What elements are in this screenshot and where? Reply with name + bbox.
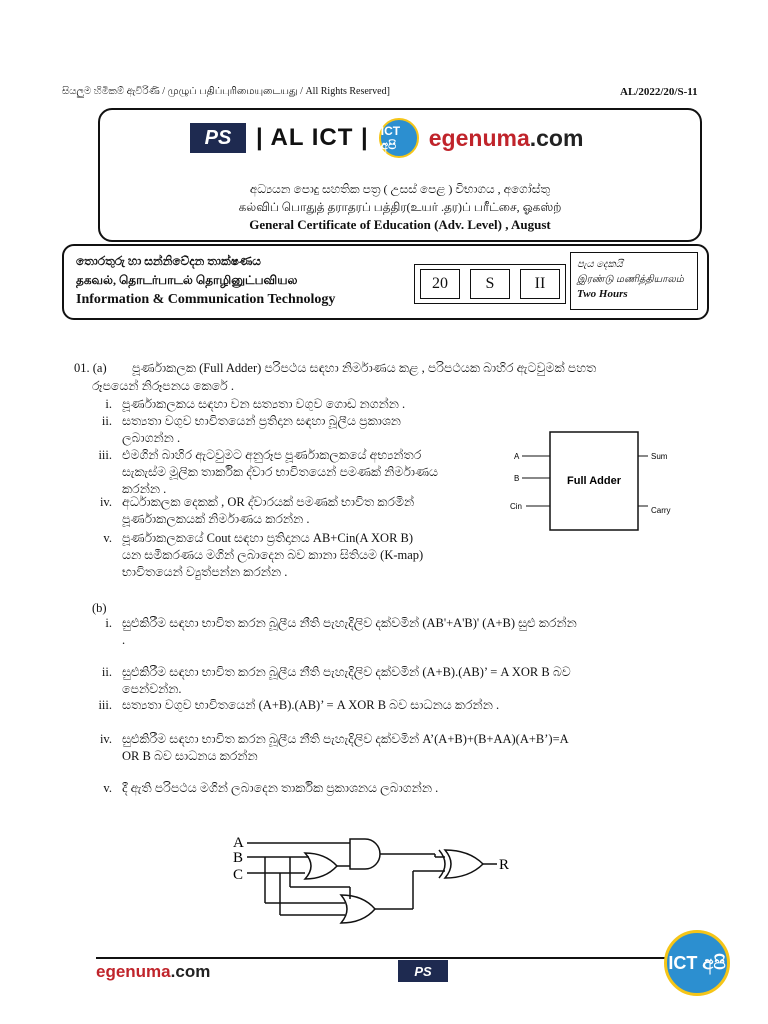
- item-text: පෙන්වන්න.: [122, 682, 182, 696]
- exam-title: [100, 180, 700, 234]
- q1a-item: [72, 530, 492, 581]
- and-gate-1: [350, 839, 380, 869]
- q1a-label: 01. (a): [74, 361, 107, 375]
- rights-reserved: සියලුම හිමිකම් ඇවිරිණි / முழுப் பதிப்புரிமையுடையது / All Rights Reserved]: [62, 86, 390, 97]
- q1a-item: [72, 447, 502, 498]
- q1b-item: [72, 697, 692, 714]
- q1a-intro: [72, 360, 692, 394]
- subject-sinhala: තොරතුරු හා සන්නිවේදන තාක්ෂණය: [76, 254, 261, 268]
- xor-gate: [445, 850, 483, 878]
- al-ict-title: | AL ICT |: [256, 124, 369, 151]
- or-gate-1: [305, 853, 337, 879]
- code-cell-1: 20: [420, 269, 460, 299]
- subject-tamil: தகவல், தொடர்பாடல் தொழினுட்பவியல: [76, 273, 298, 287]
- item-text: භාවිතයෙන් ව්‍යුත්පන්න කරන්න .: [122, 565, 288, 579]
- item-text: අර්ධාකලක දෙකක් , OR ද්වාරයක් පමණක් භාවිත කරමින්: [122, 495, 415, 509]
- or-gate-2: [341, 895, 375, 923]
- xor-gate-back: [439, 850, 445, 878]
- item-number: iv.: [99, 495, 112, 509]
- label-cin: Cin: [510, 502, 523, 511]
- egenuma-com: .com: [529, 124, 584, 151]
- footer-egenuma-text: egenuma: [96, 962, 171, 981]
- item-text: දී ඇති පරිපථය මගින් ලබාදෙන තාර්කික ප්‍රකාශනය ලබාගන්න .: [122, 781, 439, 795]
- subject-english: Information & Communication Technology: [76, 292, 336, 307]
- q1a-item: [72, 413, 492, 447]
- item-text: සත්‍යතා වගුව භාවිතයෙන් ප්‍රතිදාන සඳහා බූලීය ප්‍රකාශන: [122, 414, 401, 428]
- q1a-item: [72, 494, 492, 528]
- item-text: සුළුකිරීම සඳහා භාවිත කරන බූලීය නීති පැහැදිලිව දක්වමින් A’(A+B)+(B+AA)(A+B’)=A: [122, 732, 569, 746]
- code-cell-2: S: [470, 269, 510, 299]
- item-number: ii.: [101, 665, 112, 679]
- q1a-item: [72, 396, 492, 413]
- egenuma-logo: [429, 125, 584, 152]
- ps-logo: PS: [190, 123, 246, 153]
- logic-circuit: [225, 825, 525, 945]
- ict-api-logo: ICT අපි: [379, 118, 419, 158]
- q1b-item: [72, 780, 692, 797]
- item-number: ii.: [101, 414, 112, 428]
- item-number: iii.: [98, 448, 112, 462]
- item-text: පූර්ණාකලකයක් නිර්මාණය කරන්න .: [122, 512, 310, 526]
- q1b-item: [72, 731, 692, 765]
- item-number: v.: [103, 531, 112, 545]
- footer-egenuma-com: .com: [170, 962, 211, 981]
- footer-divider: [96, 957, 666, 959]
- item-text: එමගින් බාහිර ඇටවුමට අනුරූප පූර්ණාකලකයේ අභ්‍යන්තර: [122, 448, 422, 462]
- circuit-output-r: R: [499, 857, 510, 873]
- subject-code: [414, 264, 566, 304]
- label-b: B: [514, 474, 520, 483]
- footer-egenuma-logo: [96, 962, 210, 982]
- label-a: A: [514, 452, 520, 461]
- item-text: ලබාගන්න .: [122, 431, 181, 445]
- q1a-intro-line2: රූපයෙන් නිරූපනය කෙරේ .: [92, 379, 234, 393]
- item-number: i.: [105, 397, 112, 411]
- circuit-input-b: B: [233, 850, 244, 866]
- exam-sinhala: අධ්‍යයන පොදු සහතික පත්‍ර ( උසස් පෙළ ) විභාගය , අගෝස්තු: [249, 182, 551, 196]
- item-number: v.: [103, 781, 112, 795]
- label-sum: Sum: [651, 452, 668, 461]
- exam-tamil: கல்விப் பொதுத் தராதரப் பத்திர(உயர் .தர)ப் பரீட்சை, ஓகஸ்ற்: [238, 200, 562, 214]
- egenuma-text: egenuma: [428, 124, 530, 151]
- item-text: කරන්න .: [122, 482, 167, 496]
- duration-tamil: இரண்டு மணித்தியாலம்: [577, 274, 684, 285]
- duration-english: Two Hours: [577, 288, 628, 300]
- item-text: සුළුකිරීම සඳහා භාවිත කරන බූලීය නීති පැහැදිලිව දක්වමින් (A+B).(AB)’ = A XOR B බව: [122, 665, 571, 679]
- item-text: .: [122, 633, 126, 647]
- item-text: සුළුකිරීම සඳහා භාවිත කරන බූලීය නීති පැහැදිලිව දක්වමින් (AB'+A'B)' (A+B) සුළු කරන්න: [122, 616, 577, 630]
- item-text: OR B බව සාධනය කරන්න: [122, 749, 258, 763]
- q1a-intro-line1: පූර්ණාකලක (Full Adder) පරිපථය සඳහා නිර්මාණය කළ , පරිපථයක බාහිර ඇටවුමක් පහත: [132, 361, 597, 375]
- subject-name: [76, 252, 335, 309]
- code-cell-3: II: [520, 269, 560, 299]
- label-carry: Carry: [651, 506, 671, 515]
- item-text: පූර්ණාකලකයේ Cout සඳහා ප්‍රතිදානය AB+Cin(A XOR B): [122, 531, 414, 545]
- duration-box: [570, 252, 698, 310]
- item-number: iii.: [98, 698, 112, 712]
- circuit-input-a: A: [233, 835, 244, 851]
- paper-code: AL/2022/20/S-11: [620, 86, 698, 98]
- item-number: iv.: [99, 732, 112, 746]
- banner: [190, 118, 583, 158]
- item-number: i.: [105, 616, 112, 630]
- footer-ps-logo: PS: [398, 960, 448, 982]
- item-text: යන සමීකරණය මගින් ලබාදෙන බව කානා සිතියම (K-map): [122, 548, 424, 562]
- full-adder-title: Full Adder: [567, 475, 621, 487]
- item-text: සැකැස්ම මූලික තාර්කික ද්වාර භාවිතයෙන් පමණක් නිර්මාණය: [122, 465, 439, 479]
- item-text: සත්‍යතා වගුව භාවිතයෙන් (A+B).(AB)’ = A XOR B බව සාධනය කරන්න .: [122, 698, 500, 712]
- q1b-item: [72, 664, 692, 698]
- circuit-input-c: C: [233, 867, 244, 883]
- full-adder-diagram: [500, 430, 700, 540]
- footer-ict-api-logo: ICT අපි: [664, 930, 730, 996]
- item-text: පූර්ණාකලකය සඳහා වන සත්‍යතා වගුව ගොඩ නගන්න .: [122, 397, 406, 411]
- duration-sinhala: පැය දෙකයි: [577, 259, 623, 270]
- q1b-label: (b): [92, 601, 107, 615]
- exam-english: General Certificate of Education (Adv. Level) , August: [249, 217, 551, 232]
- q1b-item: [72, 615, 692, 649]
